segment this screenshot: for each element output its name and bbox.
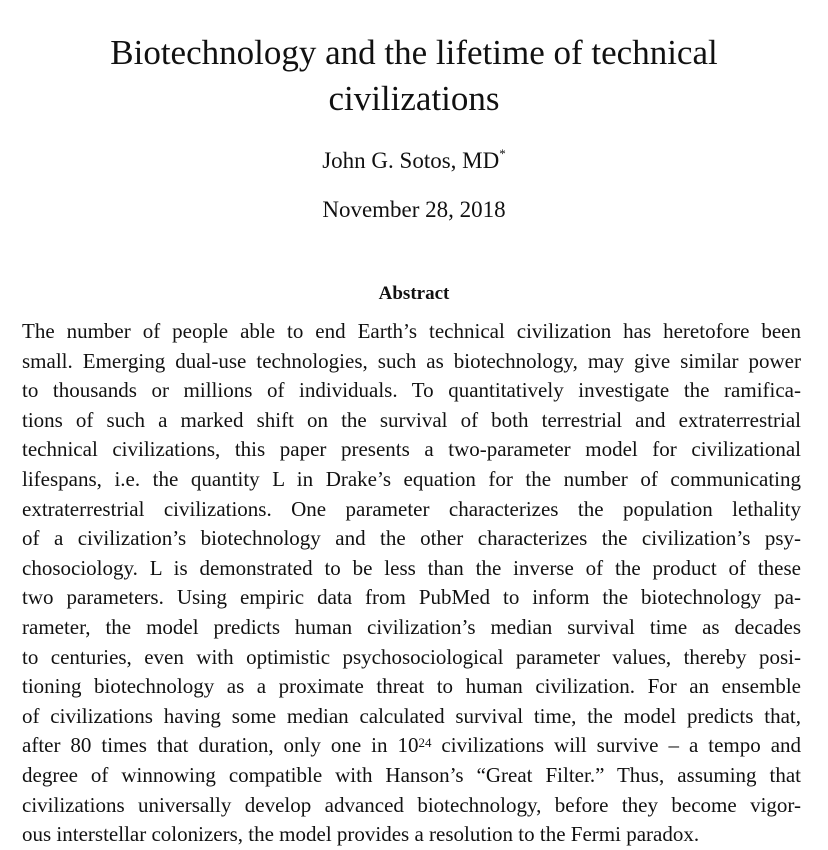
exponent: 24	[418, 735, 432, 751]
abstract-line: tions of such a marked shift on the survival of both terrestrial and extraterrestrial	[22, 407, 801, 432]
abstract-line: lifespans, i.e. the quantity L in Drake’s equation for the number of communicating	[22, 466, 801, 491]
author-footnote-mark: *	[499, 146, 506, 161]
abstract-line: rameter, the model predicts human civilization’s median survival time as decades	[22, 614, 801, 639]
paper-title	[0, 30, 828, 122]
abstract-line: of a civilization’s biotechnology and the other characterizes the civilization’s psy-	[22, 526, 801, 551]
abstract-line: extraterrestrial civilizations. One parameter characterizes the population lethality	[22, 496, 801, 521]
abstract-line: chosociology. L is demonstrated to be less than the inverse of the product of these	[22, 555, 801, 580]
abstract-line: tioning biotechnology as a proximate threat to human civilization. For an ensemble	[22, 674, 801, 699]
abstract-line: ous interstellar colonizers, the model provides a resolution to the Fermi paradox.	[22, 822, 700, 847]
text: after 80 times that duration, only one in 10	[22, 733, 419, 758]
abstract-heading: Abstract	[378, 283, 450, 304]
author-name: John G. Sotos, MD	[322, 148, 500, 173]
abstract-line: to thousands or millions of individuals. To quantitatively investigate the ramifica-	[22, 378, 801, 403]
date: November 28, 2018	[322, 197, 506, 222]
abstract-line: degree of winnowing compatible with Hanson’s “Great Filter.” Thus, assuming that	[22, 762, 801, 787]
abstract-line: two parameters. Using empiric data from PubMed to inform the biotechnology pa-	[22, 585, 801, 610]
abstract-line: to centuries, even with optimistic psychosociological parameter values, thereby posi-	[22, 644, 801, 669]
author	[0, 148, 828, 174]
abstract-body	[22, 317, 801, 850]
abstract-line: small. Emerging dual-use technologies, such as biotechnology, may give similar power	[22, 348, 801, 373]
text: civilizations will survive – a tempo and	[431, 733, 802, 758]
abstract-line: civilizations universally develop advanced biotechnology, before they become vigor-	[22, 792, 801, 817]
abstract-line: of civilizations having some median calculated survival time, the model predicts that,	[22, 703, 801, 728]
title-line-2: civilizations	[328, 79, 500, 118]
abstract-line-exponent	[22, 731, 801, 761]
abstract-line: technical civilizations, this paper presents a two-parameter model for civilizational	[22, 437, 801, 462]
abstract-line: The number of people able to end Earth’s technical civilization has heretofore been	[22, 319, 801, 343]
title-line-1: Biotechnology and the lifetime of technical	[110, 33, 718, 72]
